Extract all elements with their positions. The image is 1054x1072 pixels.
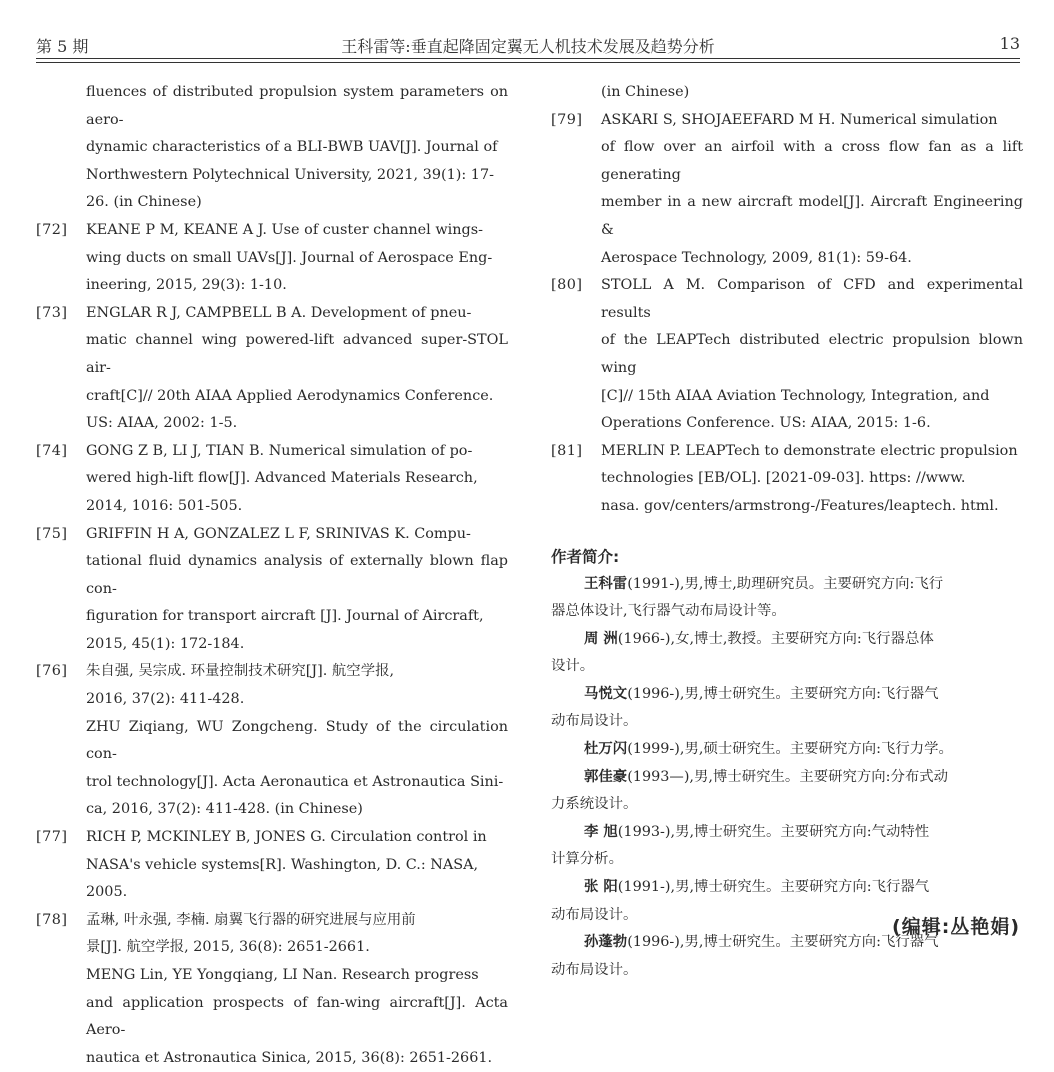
reference-line: NASA's vehicle systems[R]. Washington, D. C.: NASA, bbox=[86, 856, 479, 873]
author-line-continued: 动布局设计。 bbox=[551, 906, 638, 923]
author-desc: (1993-),男,博士研究生。主要研究方向:气动特性 bbox=[617, 823, 930, 840]
author-desc: (1991-),男,博士研究生。主要研究方向:飞行器气 bbox=[617, 879, 930, 896]
reference-entry bbox=[36, 300, 508, 438]
reference-entry bbox=[551, 79, 1023, 107]
reference-text bbox=[601, 438, 1023, 521]
author-line bbox=[551, 571, 1023, 599]
reference-line: dynamic characteristics of a BLI-BWB UAV[J]. Journal of bbox=[86, 139, 498, 156]
reference-entry bbox=[36, 658, 508, 824]
reference-text bbox=[86, 521, 508, 659]
reference-number: [78] bbox=[36, 911, 68, 928]
reference-line: ineering, 2015, 29(3): 1-10. bbox=[86, 277, 287, 294]
reference-line: MENG Lin, YE Yongqiang, LI Nan. Research progress bbox=[86, 967, 479, 983]
reference-line: 26. (in Chinese) bbox=[86, 194, 202, 211]
author-line-continued: 设计。 bbox=[551, 658, 595, 675]
reference-number: [73] bbox=[36, 304, 68, 321]
author-desc: (1991-),男,博士,助理研究员。主要研究方向:飞行 bbox=[627, 575, 944, 592]
header-rule-thin bbox=[36, 62, 1020, 63]
reference-line: 2005. bbox=[86, 884, 128, 901]
reference-text bbox=[86, 300, 508, 438]
reference-text bbox=[86, 79, 508, 217]
reference-entry bbox=[36, 521, 508, 659]
author-name: 马悦文 bbox=[584, 685, 628, 702]
author-entry bbox=[551, 819, 1023, 874]
reference-number: [75] bbox=[36, 525, 68, 542]
reference-line: ASKARI S, SHOJAEEFARD M H. Numerical simulation bbox=[601, 111, 998, 128]
page-number: 13 bbox=[999, 34, 1020, 53]
author-name: 孙蓬勃 bbox=[584, 934, 628, 951]
reference-line: member in a new aircraft model[J]. Aircraft Engineering & bbox=[601, 194, 1023, 238]
reference-line: nautica et Astronautica Sinica, 2015, 36(8): 2651-2661. bbox=[86, 1049, 493, 1066]
author-name: 周 洲 bbox=[584, 630, 618, 647]
reference-text bbox=[86, 824, 508, 907]
reference-number: [79] bbox=[551, 111, 583, 128]
author-line bbox=[551, 874, 1023, 902]
reference-number: [77] bbox=[36, 829, 68, 846]
author-line bbox=[551, 736, 1023, 764]
reference-text bbox=[86, 658, 508, 824]
author-desc: (1993—),男,博士研究生。主要研究方向:分布式动 bbox=[627, 768, 949, 785]
author-desc: (1966-),女,博士,教授。主要研究方向:飞行器总体 bbox=[617, 630, 934, 647]
reference-line: Northwestern Polytechnical University, 2021, 39(1): 17- bbox=[86, 166, 494, 183]
reference-line: 朱自强, 吴宗成. 环量控制技术研究[J]. 航空学报, bbox=[86, 663, 395, 680]
author-desc: (1996-),男,博士研究生。主要研究方向:飞行器气 bbox=[627, 685, 939, 702]
author-line bbox=[551, 764, 1023, 792]
reference-line: KEANE P M, KEANE A J. Use of custer channel wings- bbox=[86, 221, 483, 238]
reference-text bbox=[601, 79, 1023, 107]
author-name: 郭佳豪 bbox=[584, 768, 628, 785]
reference-line: RICH P, MCKINLEY B, JONES G. Circulation control in bbox=[86, 829, 487, 846]
left-column bbox=[36, 79, 508, 1072]
reference-line: STOLL A M. Comparison of CFD and experimental results bbox=[601, 277, 1023, 321]
reference-line: fluences of distributed propulsion system parameters on aero- bbox=[86, 84, 508, 128]
reference-number: [80] bbox=[551, 277, 583, 294]
author-entry bbox=[551, 681, 1023, 736]
reference-text bbox=[86, 907, 508, 1072]
reference-text bbox=[86, 438, 508, 521]
authors-heading: 作者简介: bbox=[551, 547, 620, 566]
reference-line: GONG Z B, LI J, TIAN B. Numerical simulation of po- bbox=[86, 442, 473, 459]
reference-line: ZHU Ziqiang, WU Zongcheng. Study of the circulation con- bbox=[86, 718, 508, 763]
reference-line: trol technology[J]. Acta Aeronautica et Astronautica Sini- bbox=[86, 773, 504, 790]
reference-line: 2016, 37(2): 411-428. bbox=[86, 691, 245, 708]
reference-line: 2014, 1016: 501-505. bbox=[86, 497, 243, 514]
reference-line: nasa. gov/centers/armstrong-/Features/leaptech. html. bbox=[601, 497, 999, 514]
author-line-continued: 动布局设计。 bbox=[551, 713, 638, 730]
reference-text bbox=[601, 272, 1023, 438]
reference-line: Aerospace Technology, 2009, 81(1): 59-64. bbox=[601, 249, 912, 266]
issue-number: 第 5 期 bbox=[36, 37, 89, 56]
reference-number: [74] bbox=[36, 442, 68, 459]
reference-line: matic channel wing powered-lift advanced super-STOL air- bbox=[86, 332, 508, 376]
reference-list bbox=[551, 79, 1023, 521]
reference-line: ENGLAR R J, CAMPBELL B A. Development of pneu- bbox=[86, 304, 472, 321]
running-header bbox=[36, 30, 1020, 58]
reference-line: of flow over an airfoil with a cross flow fan as a lift generating bbox=[601, 139, 1023, 183]
reference-line: wered high-lift flow[J]. Advanced Materials Research, bbox=[86, 470, 478, 487]
editor-note: (编辑:丛艳娟) bbox=[892, 916, 1020, 938]
author-desc: (1996-),男,博士研究生。主要研究方向:飞行器气 bbox=[627, 934, 939, 951]
reference-line: wing ducts on small UAVs[J]. Journal of Aerospace Eng- bbox=[86, 249, 493, 266]
reference-line: [C]// 15th AIAA Aviation Technology, Integration, and bbox=[601, 387, 990, 404]
author-name: 张 阳 bbox=[584, 879, 618, 896]
author-entry bbox=[551, 764, 1023, 819]
author-line bbox=[551, 626, 1023, 654]
reference-entry bbox=[551, 107, 1023, 273]
reference-line: ca, 2016, 37(2): 411-428. (in Chinese) bbox=[86, 801, 363, 818]
reference-line: US: AIAA, 2002: 1-5. bbox=[86, 415, 238, 432]
author-line-continued: 计算分析。 bbox=[551, 851, 623, 868]
reference-line: MERLIN P. LEAPTech to demonstrate electric propulsion bbox=[601, 442, 1018, 459]
reference-line: 景[J]. 航空学报, 2015, 36(8): 2651-2661. bbox=[86, 939, 370, 956]
reference-line: and application prospects of fan-wing aircraft[J]. Acta Aero- bbox=[86, 994, 508, 1039]
reference-entry bbox=[36, 217, 508, 300]
reference-line: GRIFFIN H A, GONZALEZ L F, SRINIVAS K. Compu- bbox=[86, 525, 471, 542]
header-rule-thick bbox=[36, 58, 1020, 59]
reference-line: figuration for transport aircraft [J]. Journal of Aircraft, bbox=[86, 608, 484, 625]
reference-line: 孟琳, 叶永强, 李楠. 扇翼飞行器的研究进展与应用前 bbox=[86, 911, 416, 928]
reference-entry bbox=[36, 824, 508, 907]
author-entry bbox=[551, 626, 1023, 681]
author-line bbox=[551, 819, 1023, 847]
reference-number: [76] bbox=[36, 663, 68, 680]
reference-line: craft[C]// 20th AIAA Applied Aerodynamics Conference. bbox=[86, 387, 494, 404]
reference-entry bbox=[551, 438, 1023, 521]
author-line-continued: 力系统设计。 bbox=[551, 796, 638, 813]
reference-text bbox=[601, 107, 1023, 273]
reference-number: [72] bbox=[36, 221, 68, 238]
author-name: 杜万闪 bbox=[584, 741, 628, 758]
reference-entry bbox=[36, 79, 508, 217]
author-name: 王科雷 bbox=[584, 575, 628, 592]
author-desc: (1999-),男,硕士研究生。主要研究方向:飞行力学。 bbox=[627, 741, 953, 758]
reference-line: of the LEAPTech distributed electric propulsion blown wing bbox=[601, 332, 1023, 376]
author-name: 李 旭 bbox=[584, 823, 618, 840]
reference-line: 2015, 45(1): 172-184. bbox=[86, 635, 245, 652]
author-line-continued: 器总体设计,飞行器气动布局设计等。 bbox=[551, 603, 786, 620]
reference-entry bbox=[36, 438, 508, 521]
reference-number: [81] bbox=[551, 442, 583, 459]
reference-line: (in Chinese) bbox=[601, 84, 690, 100]
author-line bbox=[551, 681, 1023, 709]
reference-line: technologies [EB/OL]. [2021-09-03]. https: //www. bbox=[601, 470, 966, 487]
reference-entry bbox=[36, 907, 508, 1072]
author-entry bbox=[551, 571, 1023, 626]
right-column bbox=[551, 79, 1023, 984]
reference-text bbox=[86, 217, 508, 300]
reference-line: Operations Conference. US: AIAA, 2015: 1-6. bbox=[601, 415, 931, 432]
reference-line: tational fluid dynamics analysis of externally blown flap con- bbox=[86, 553, 508, 597]
author-line-continued: 动布局设计。 bbox=[551, 961, 638, 978]
author-entry bbox=[551, 736, 1023, 764]
reference-entry bbox=[551, 272, 1023, 438]
running-title: 王科雷等:垂直起降固定翼无人机技术发展及趋势分析 bbox=[341, 37, 715, 56]
